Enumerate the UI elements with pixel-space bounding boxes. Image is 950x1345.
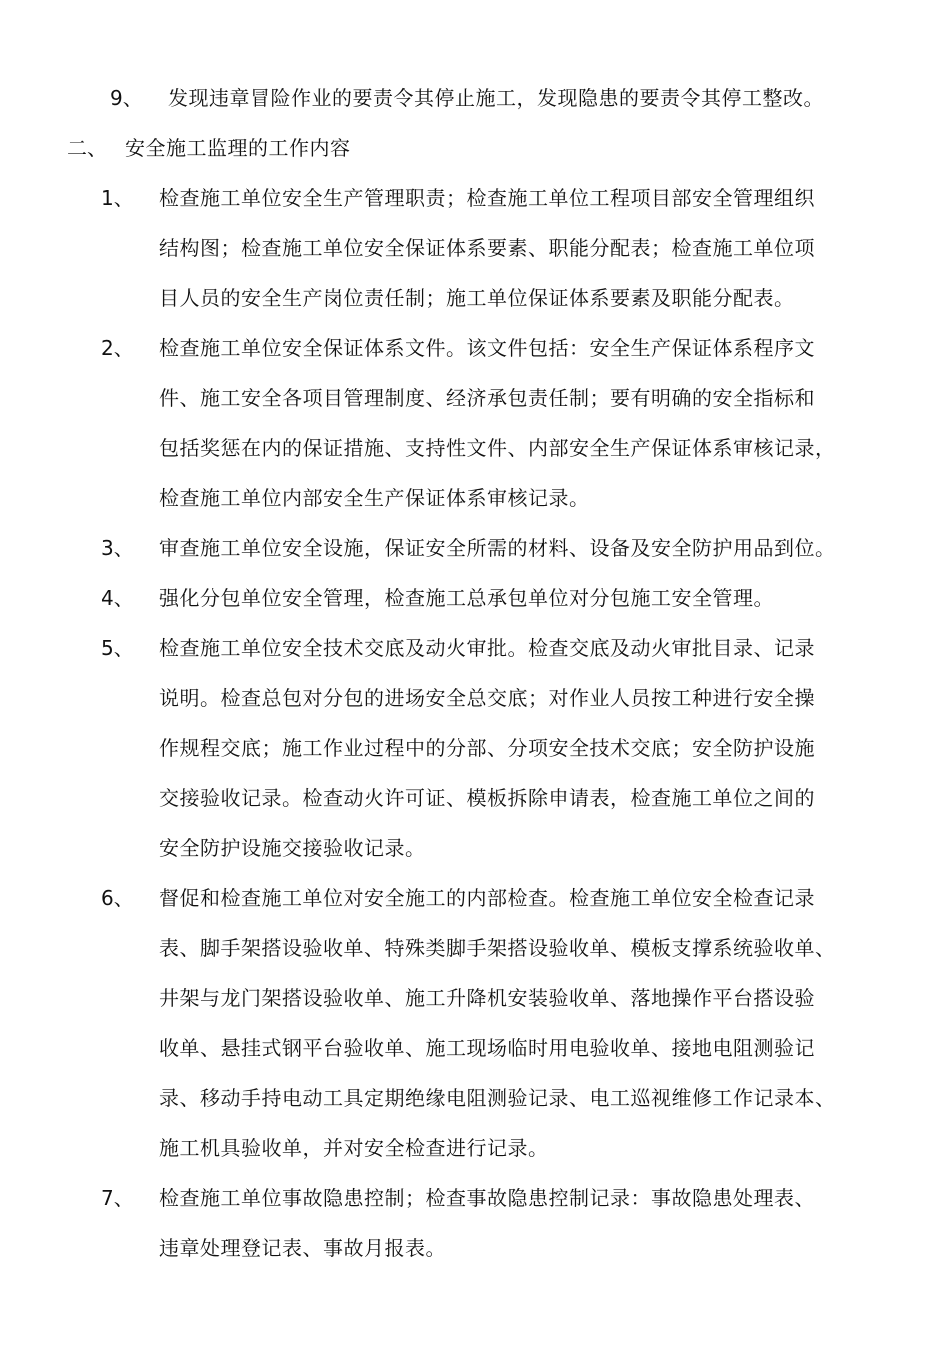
item-5-number: 5、 [101,636,134,660]
item-5-line-1: 检查施工单位安全技术交底及动火审批。检查交底及动火审批目录、记录 [159,636,815,660]
item-6-line-6: 施工机具验收单，并对安全检查进行记录。 [159,1136,549,1160]
item-6-line-1: 督促和检查施工单位对安全施工的内部检查。检查施工单位安全检查记录 [159,886,815,910]
item-9-line-1: 发现违章冒险作业的要责令其停止施工，发现隐患的要责令其停工整改。 [168,86,824,110]
item-7-line-2: 违章处理登记表、事故月报表。 [159,1236,446,1260]
item-3-number: 3、 [101,536,134,560]
item-6-number: 6、 [101,886,134,910]
item-2-line-2: 件、施工安全各项目管理制度、经济承包责任制；要有明确的安全指标和 [159,386,815,410]
item-6-line-2: 表、脚手架搭设验收单、特殊类脚手架搭设验收单、模板支撑系统验收单、 [159,936,836,960]
item-1-line-3: 目人员的安全生产岗位责任制；施工单位保证体系要素及职能分配表。 [159,286,795,310]
item-7-number: 7、 [101,1186,134,1210]
item-3-line-1: 审查施工单位安全设施，保证安全所需的材料、设备及安全防护用品到位。 [159,536,836,560]
item-5-line-3: 作规程交底；施工作业过程中的分部、分项安全技术交底；安全防护设施 [159,736,815,760]
item-2-number: 2、 [101,336,134,360]
section-2-number: 二、 [67,136,107,160]
item-7-line-1: 检查施工单位事故隐患控制；检查事故隐患控制记录：事故隐患处理表、 [159,1186,815,1210]
item-9-number: 9、 [110,86,143,110]
item-2-line-3: 包括奖惩在内的保证措施、支持性文件、内部安全生产保证体系审核记录， [159,436,836,460]
item-1-line-1: 检查施工单位安全生产管理职责；检查施工单位工程项目部安全管理组织 [159,186,815,210]
item-5-line-5: 安全防护设施交接验收记录。 [159,836,426,860]
item-1-line-2: 结构图；检查施工单位安全保证体系要素、职能分配表；检查施工单位项 [159,236,815,260]
item-2-line-4: 检查施工单位内部安全生产保证体系审核记录。 [159,486,590,510]
section-2-heading: 安全施工监理的工作内容 [125,136,351,160]
item-2-line-1: 检查施工单位安全保证体系文件。该文件包括：安全生产保证体系程序文 [159,336,815,360]
item-5-line-4: 交接验收记录。检查动火许可证、模板拆除申请表，检查施工单位之间的 [159,786,815,810]
item-4-number: 4、 [101,586,134,610]
item-5-line-2: 说明。检查总包对分包的进场安全总交底；对作业人员按工种进行安全操 [159,686,815,710]
item-6-line-5: 录、移动手持电动工具定期绝缘电阻测验记录、电工巡视维修工作记录本、 [159,1086,836,1110]
item-6-line-4: 收单、悬挂式钢平台验收单、施工现场临时用电验收单、接地电阻测验记 [159,1036,815,1060]
item-4-line-1: 强化分包单位安全管理，检查施工总承包单位对分包施工安全管理。 [159,586,774,610]
item-1-number: 1、 [101,186,134,210]
item-6-line-3: 井架与龙门架搭设验收单、施工升降机安装验收单、落地操作平台搭设验 [159,986,815,1010]
